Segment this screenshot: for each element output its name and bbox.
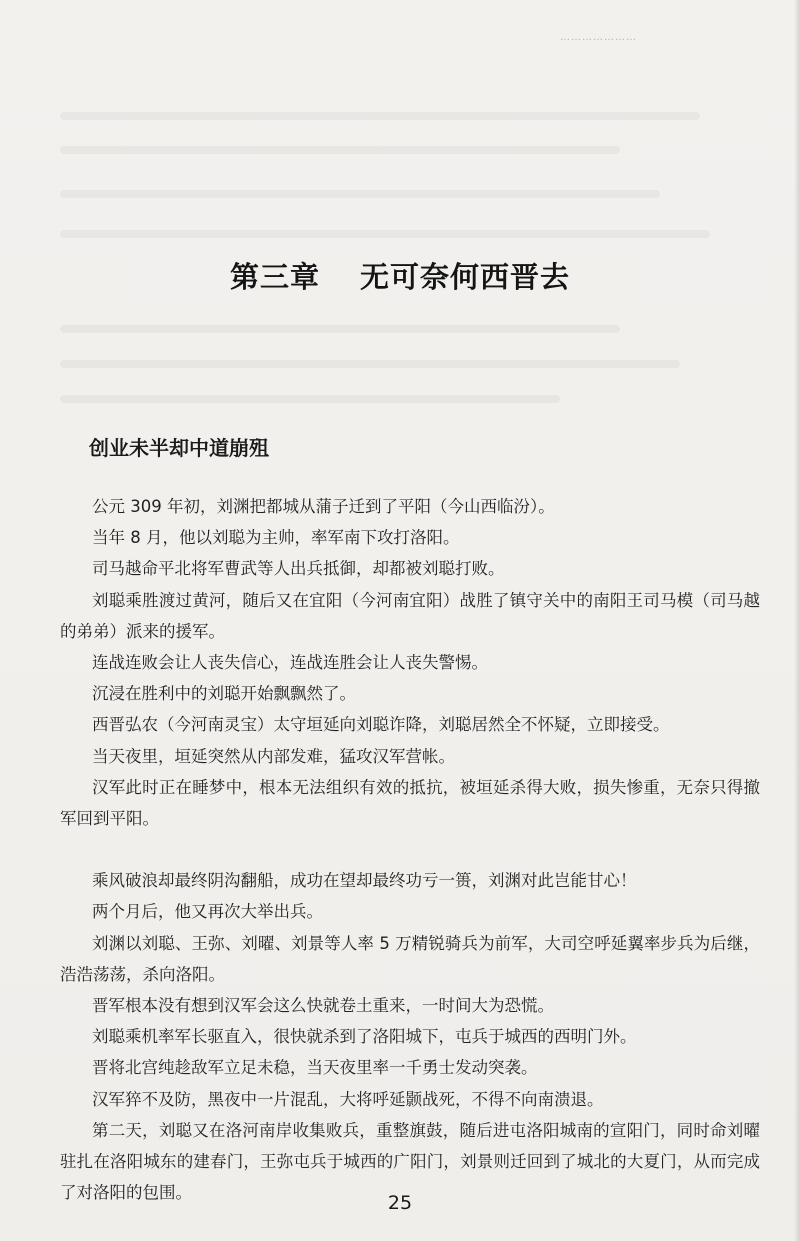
chapter-title bbox=[0, 255, 800, 296]
paragraph: 汉军此时正在睡梦中，根本无法组织有效的抵抗，被垣延杀得大败，损失惨重，无奈只得撤军回到平阳。 bbox=[60, 777, 760, 829]
running-header: ………………… bbox=[560, 32, 637, 43]
paragraph: 连战连败会让人丧失信心，连战连胜会让人丧失警惕。 bbox=[92, 653, 488, 673]
bleed-through bbox=[60, 230, 710, 238]
page-number: 25 bbox=[387, 1192, 413, 1214]
bleed-through bbox=[60, 395, 560, 403]
chapter-name: 无可奈何西晋去 bbox=[360, 260, 571, 294]
paragraph: 当年 8 月，他以刘聪为主帅，率军南下攻打洛阳。 bbox=[92, 528, 460, 548]
paragraph: 晋军根本没有想到汉军会这么快就卷土重来，一时间大为恐慌。 bbox=[92, 996, 554, 1016]
body-text bbox=[60, 491, 760, 1208]
paragraph: 司马越命平北将军曹武等人出兵抵御，却都被刘聪打败。 bbox=[92, 559, 505, 579]
bleed-through bbox=[60, 146, 620, 154]
scan-edge-shadow bbox=[794, 0, 800, 1241]
bleed-through bbox=[60, 360, 680, 368]
paragraph-break bbox=[60, 834, 760, 865]
paragraph: 汉军猝不及防，黑夜中一片混乱，大将呼延颢战死，不得不向南溃退。 bbox=[92, 1089, 604, 1109]
paragraph: 公元 309 年初，刘渊把都城从蒲子迁到了平阳（今山西临汾）。 bbox=[92, 497, 555, 516]
paragraph: 第二天，刘聪又在洛河南岸收集败兵，重整旗鼓，随后进屯洛阳城南的宣阳门，同时命刘曜驻扎在洛阳城东的建春门，王弥屯兵于城西的广阳门，刘景则迁回到了城北的大夏门，从而完成了对洛阳的包围。 bbox=[60, 1120, 760, 1203]
paragraph: 刘聪乘机率军长驱直入，很快就杀到了洛阳城下，屯兵于城西的西明门外。 bbox=[92, 1027, 637, 1047]
paragraph: 当天夜里，垣延突然从内部发难，猛攻汉军营帐。 bbox=[92, 746, 455, 766]
paragraph: 两个月后，他又再次大举出兵。 bbox=[92, 902, 323, 922]
bleed-through bbox=[60, 325, 620, 333]
paragraph: 乘风破浪却最终阴沟翻船，成功在望却最终功亏一篑，刘渊对此岂能甘心！ bbox=[92, 871, 637, 891]
paragraph: 刘渊以刘聪、王弥、刘曜、刘景等人率 5 万精锐骑兵为前军，大司空呼延翼率步兵为后继，浩浩荡荡，杀向洛阳。 bbox=[60, 933, 760, 984]
paragraph: 西晋弘农（今河南灵宝）太守垣延向刘聪诈降，刘聪居然全不怀疑，立即接受。 bbox=[92, 715, 670, 735]
section-title: 创业未半却中道崩殂 bbox=[89, 436, 269, 460]
bleed-through bbox=[60, 190, 660, 198]
bleed-through bbox=[60, 112, 700, 120]
paragraph: 沉浸在胜利中的刘聪开始飘飘然了。 bbox=[92, 684, 356, 704]
chapter-number: 第三章 bbox=[229, 260, 320, 294]
paragraph: 晋将北宫纯趁敌军立足未稳，当天夜里率一千勇士发动突袭。 bbox=[92, 1058, 538, 1078]
paragraph: 刘聪乘胜渡过黄河，随后又在宜阳（今河南宜阳）战胜了镇守关中的南阳王司马模（司马越的弟弟）派来的援军。 bbox=[60, 590, 760, 641]
